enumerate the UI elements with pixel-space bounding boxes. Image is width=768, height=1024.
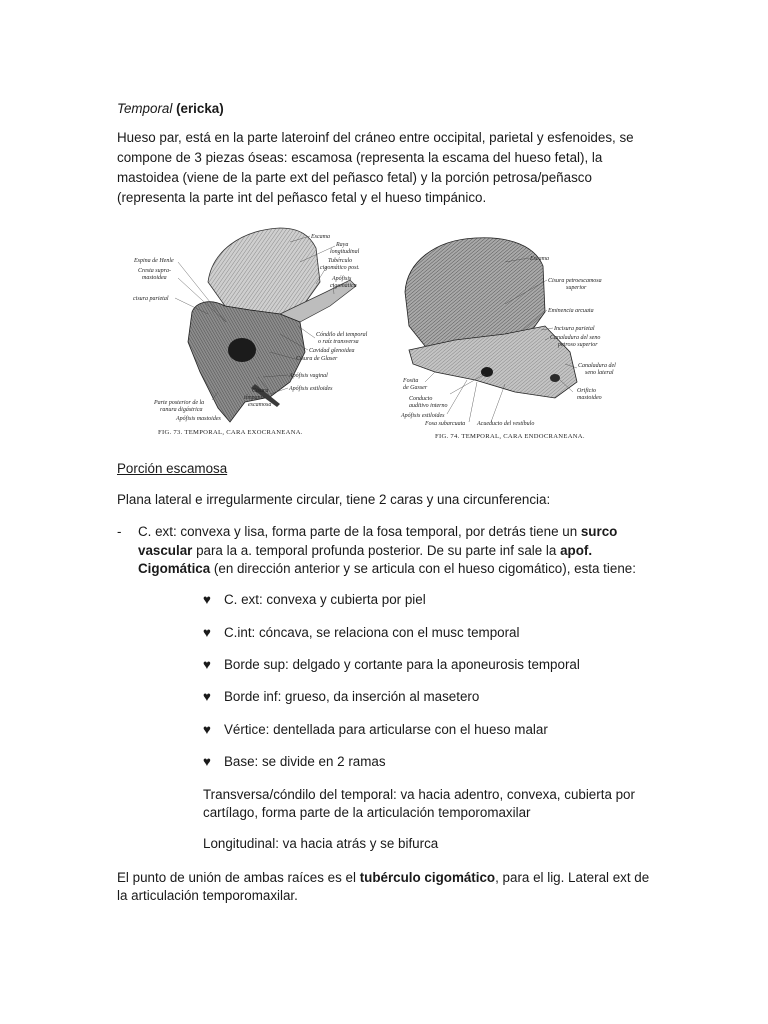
transversa-paragraph: Transversa/cóndilo del temporal: va hacia adentro, convexa, cubierta por cartílago, forma parte de la articulación temporomaxilar (203, 787, 635, 820)
fig73-label-espina: Espina de Henle (134, 258, 174, 264)
fig73-label-cavidad: Cavidad glenoidea (309, 348, 355, 354)
fig73-label-cisura: Cisura (252, 388, 269, 394)
fig74-label-mastoideo: mastoideo (577, 395, 602, 401)
fig74-caption: FIG. 74. TEMPORAL, CARA ENDOCRANEANA. (435, 433, 585, 440)
list-item-text: C. ext: convexa y cubierta por piel (224, 592, 426, 607)
fig73-label-timpano: tímpano- (244, 395, 266, 401)
fig73-label-apof-estiloides: Apófisis estiloides (289, 386, 333, 392)
list-item-text: Borde sup: delgado y cortante para la aponeurosis temporal (224, 657, 580, 672)
fig74-label-superior: superior (566, 285, 587, 291)
fig74-label-petroso: petroso superior (558, 342, 598, 348)
list-item-text: Vértice: dentellada para articularse con el hueso malar (224, 722, 548, 737)
plana-paragraph: Plana lateral e irregularmente circular, tiene 2 caras y una circunferencia: (117, 492, 551, 507)
fig74-label-acueducto: Acueducto del vestíbulo (477, 421, 535, 427)
fig74-label-conducto: Conducto (409, 396, 433, 402)
fig73-label-cisura-parietal: cisura parietal (133, 296, 169, 302)
fig74-label-cisura-pe: Cisura petroescamosa (548, 278, 602, 284)
final-text-2: , para el lig. Lateral ext de la articulación temporomaxilar. (117, 870, 650, 903)
title-name: Temporal (117, 101, 173, 116)
fig74-label-seno-lat: seno lateral (585, 370, 614, 376)
list-item-text: Base: se divide en 2 ramas (224, 754, 386, 769)
figure-temporal-endocranial (395, 222, 647, 444)
fig73-label-mastoides: Apófisis mastoides (176, 416, 221, 422)
fig74-label-fosa: Fosa subarcuata (425, 421, 466, 427)
ext-text-2: para la a. temporal profunda posterior. De su parte inf sale la (192, 542, 561, 558)
fig73-label-cisura-glaser: Cisura de Glaser (296, 356, 338, 362)
final-text-1: El punto de unión de ambas raíces es el (117, 870, 360, 885)
fig74-label-eminencia: Eminencia arcuata (548, 308, 594, 314)
heart-icon: ♥ (203, 625, 211, 640)
fig73-label-parte-post: Parte posterior de la (154, 400, 205, 406)
title-author: (ericka) (176, 101, 224, 116)
fig73-label-raiz: o raíz transversa (318, 339, 359, 345)
fig73-caption: FIG. 73. TEMPORAL, CARA EXOCRANEANA. (158, 429, 303, 436)
ext-text-3: (en dirección anterior y se articula con el hueso cigomático), esta tiene: (210, 561, 636, 576)
final-paragraph (117, 869, 657, 905)
fig74-label-fosita: Fosita (403, 378, 419, 384)
fig73-label-apof-vaginal: Apófisis vaginal (289, 373, 328, 379)
ext-bold-apof: apof. Cigomática (138, 542, 593, 576)
longitudinal-paragraph: Longitudinal: va hacia atrás y se bifurca (203, 836, 439, 851)
final-bold-tuberculo: tubérculo cigomático (359, 870, 496, 885)
heart-icon: ♥ (203, 722, 211, 737)
list-item-text: C.int: cóncava, se relaciona con el musc temporal (224, 625, 520, 640)
fig73-label-mastoidea: mastoidea (142, 275, 167, 281)
heart-icon: ♥ (203, 754, 211, 769)
fig74-label-canaladura-lat: Canaladura del (578, 363, 616, 369)
fig73-label-escamosa: escamosa (248, 402, 272, 408)
fig74-label-incisura: Incisura parietal (554, 326, 595, 332)
intro-paragraph: Hueso par, está en la parte lateroinf del cráneo entre occipital, parietal y esfenoides, se compone de 3 piezas óseas: escamosa (representa la escama del hueso fetal), la mastoidea (viene de la parte ext del peñasco fetal) y la porción petrosa/peñasco (representa la parte int del peñasco fetal y el hueso timpánico. (117, 130, 634, 205)
fig74-label-canaladura: Canaladura del seno (550, 335, 601, 341)
ext-text-1: C. ext: convexa y lisa, forma parte de la fosa temporal, por detrás tiene un (138, 524, 581, 539)
document-title (117, 99, 657, 119)
fig73-label-cresta: Cresta supra- (138, 268, 171, 274)
ext-bold-surco: surco vascular (138, 524, 618, 558)
fig74-label-gasser: de Gasser (403, 385, 428, 391)
fig73-label-condilo: Cóndilo del temporal (316, 332, 368, 338)
fig74-label-orificio: Orificio (577, 388, 596, 394)
heart-icon: ♥ (203, 592, 211, 607)
fig73-label-escama: Escama (311, 234, 330, 240)
fig73-label-ranura: ranura digástrica (160, 407, 203, 413)
figure-temporal-exocranial (130, 222, 392, 444)
heart-icon: ♥ (203, 689, 211, 704)
section-title: Porción escamosa (117, 461, 228, 476)
dash-marker: - (117, 524, 122, 539)
fig74-label-estiloides: Apófisis estiloides (401, 413, 445, 419)
ext-item-text (138, 523, 648, 579)
fig73-label-cigomatico: cigomático post. (320, 265, 360, 271)
fig73-label-tuberculo: Tubérculo (328, 258, 353, 264)
fig73-label-apofisis: Apófisis (332, 276, 352, 282)
list-item-text: Borde inf: grueso, da inserción al masetero (224, 689, 480, 704)
fig73-label-longitudinal: longitudinal (330, 249, 360, 255)
fig73-label-cigomatica: cigomática (330, 283, 357, 289)
fig74-label-auditivo: auditivo interno (409, 403, 448, 409)
fig73-label-raya: Raya (336, 242, 349, 248)
fig74-label-escama: Escama (530, 256, 549, 262)
heart-icon: ♥ (203, 657, 211, 672)
